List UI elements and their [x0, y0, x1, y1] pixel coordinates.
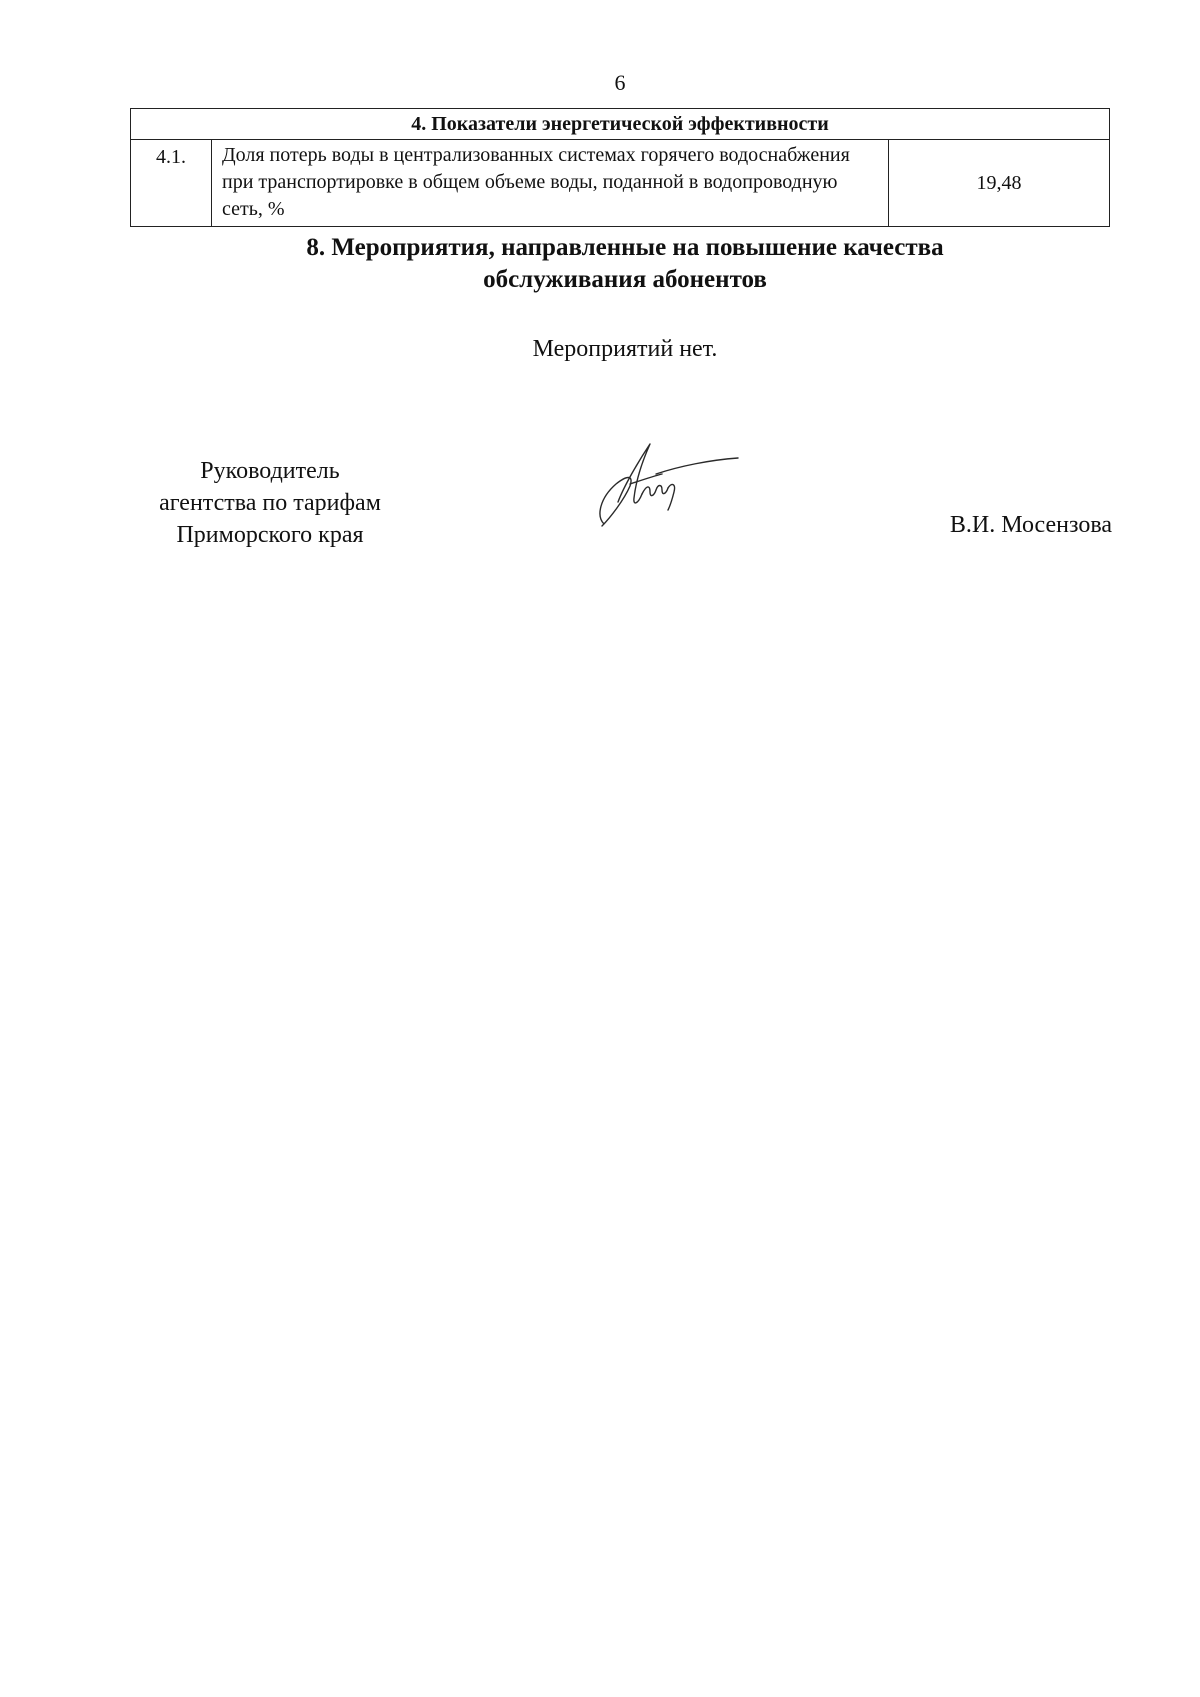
signer-position-line-1: Руководитель [200, 458, 340, 484]
section-8-title [150, 232, 1100, 296]
row-number-cell: 4.1. [131, 140, 212, 227]
signer-position-line-2: агентства по тарифам [159, 490, 381, 516]
signer-name: В.И. Мосензова [949, 512, 1112, 538]
indicators-table [130, 108, 1110, 227]
table-row [131, 140, 1110, 227]
table-section-header: 4. Показатели энергетической эффективности [131, 109, 1110, 140]
section-8-title-line-2: обслуживания абонентов [483, 266, 767, 293]
page-number: 6 [614, 70, 626, 95]
handwritten-signature [590, 440, 750, 540]
signer-position-line-3: Приморского края [176, 522, 364, 548]
section-8-title-line-1: 8. Мероприятия, направленные на повышение качества [306, 234, 944, 261]
row-description-cell: Доля потерь воды в централизованных системах горячего водоснабжения при транспортировке в общем объеме воды, поданной в водопроводную сеть, % [212, 140, 889, 227]
row-value-cell: 19,48 [889, 140, 1110, 227]
section-8-body: Мероприятий нет. [532, 336, 718, 362]
signer-position [120, 455, 420, 551]
table-section-header-row [131, 109, 1110, 140]
